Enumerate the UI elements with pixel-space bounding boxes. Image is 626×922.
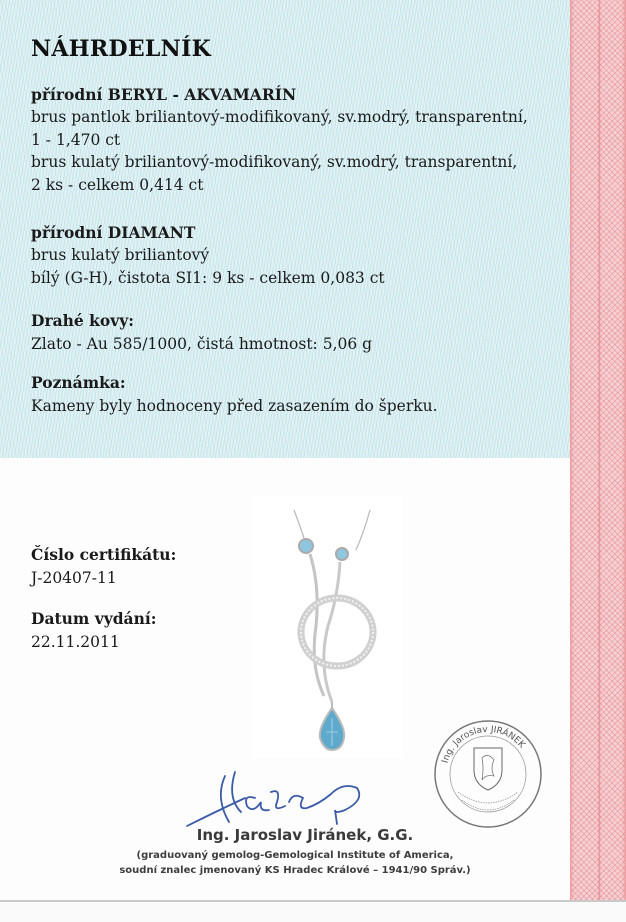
beryl-line: 1 - 1,470 ct [31,130,121,149]
page-bottom-edge [0,900,626,902]
necklace-photo [252,496,402,758]
decorative-side-band [570,0,626,900]
signatory-name: Ing. Jaroslav Jiránek, G.G. [196,826,414,844]
official-stamp [432,718,544,830]
note-value: Kameny byly hodnoceny před zasazením do šperku. [31,397,438,415]
beryl-line: brus kulatý briliantový-modifikovaný, sv.modrý, transparentní, [31,153,518,171]
metals-value: Zlato - Au 585/1000, čistá hmotnost: 5,06 g [31,335,373,353]
signatory-credentials [60,848,530,878]
beryl-heading: přírodní BERYL - AKVAMARÍN [31,85,297,104]
diamant-line: bílý (G-H), čistota SI1: 9 ks - celkem 0,083 ct [31,268,385,287]
section-diamant [31,222,385,289]
note-heading: Poznámka: [31,373,126,392]
signature [185,768,375,830]
credentials-line: soudní znalec jmenovaný KS Hradec Králové – 1941/90 Správ.) [119,865,471,876]
diamant-heading: přírodní DIAMANT [31,223,196,242]
section-note [31,372,438,418]
metals-heading: Drahé kovy: [31,311,134,330]
stamp-text: Ing. Jaroslav JIRÁNEK [440,724,527,765]
necklace-image [252,496,402,758]
beryl-line: 2 ks - celkem 0,414 ct [31,175,204,194]
section-metals [31,310,372,356]
section-issue-date [31,608,156,654]
credentials-line: (graduovaný gemolog-Gemological Institute of America, [136,850,454,861]
beryl-line: brus pantlok briliantový-modifikovaný, sv.modrý, transparentní, [31,108,528,126]
diamant-line: brus kulatý briliantový [31,246,210,264]
section-certificate-number [31,544,176,590]
item-title: NÁHRDELNÍK [31,36,212,62]
certificate-number-label: Číslo certifikátu: [31,545,177,564]
issue-date: 22.11.2011 [31,633,120,651]
certificate-number: J-20407-11 [31,569,117,587]
issue-date-label: Datum vydání: [31,609,157,628]
section-beryl [31,84,528,196]
